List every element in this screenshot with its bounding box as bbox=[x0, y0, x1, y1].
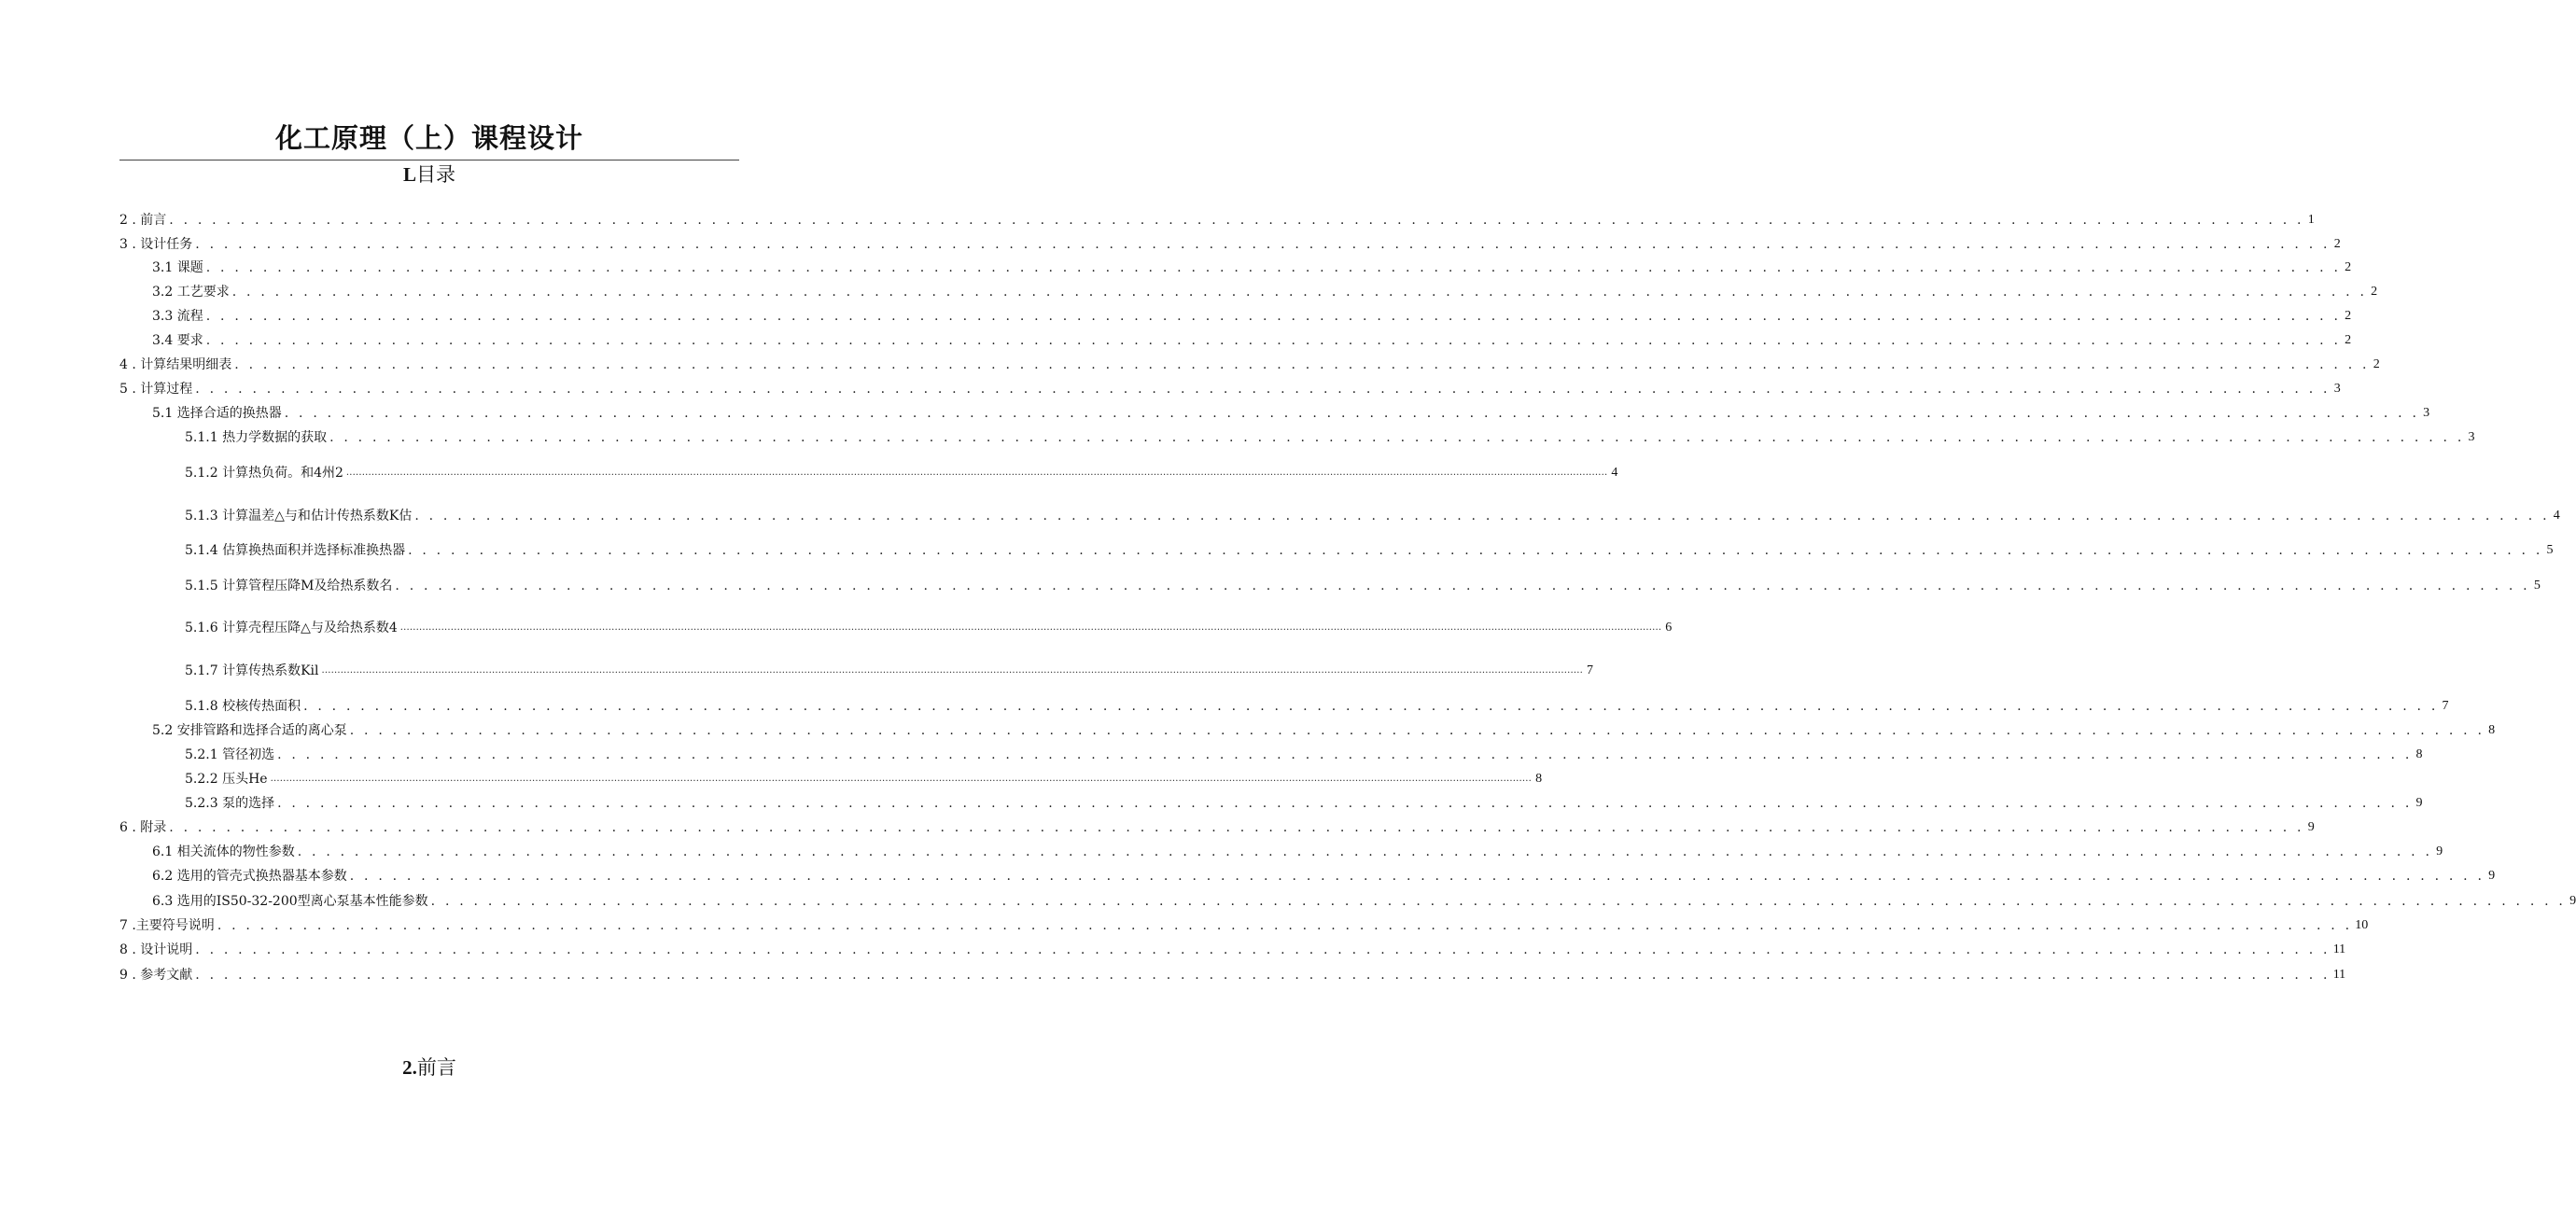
toc-entry[interactable] bbox=[119, 355, 2380, 375]
toc-entry[interactable] bbox=[185, 506, 2560, 526]
toc-entry-label: 6.3 选用的IS50-32-200型离心泵基本性能参数 bbox=[152, 894, 428, 909]
toc-entry[interactable] bbox=[185, 769, 1543, 789]
toc-entry[interactable] bbox=[119, 210, 2315, 230]
toc-dot-leader: . . . . . . . . . . . . . . . . . . . . . . . . . . . . . . . . . . . . . . . . . . . . . . . . . . . . . . . . . . . . . . . . . . . . . . . . . . . . . . . . . . . . . . . . . . . . . . . . . . . . . . . . . . . . . . . . . . . . . . . . . . . . . . . . . . . . . . . . . . . . . . . . . . . . . . bbox=[217, 918, 2353, 933]
toc-entry-label: 5.2.3 泵的选择 bbox=[185, 796, 275, 811]
toc-entry-page: 2 bbox=[2371, 285, 2378, 299]
toc-dot-leader: . . . . . . . . . . . . . . . . . . . . . . . . . . . . . . . . . . . . . . . . . . . . . . . . . . . . . . . . . . . . . . . . . . . . . . . . . . . . . . . . . . . . . . . . . . . . . . . . . . . . . . . . . . . . . . . . . . . . . . . . . . . . . . . . . . . . . . . . . . . . . . . . . . . . . . bbox=[205, 309, 2342, 324]
toc-entry[interactable] bbox=[185, 661, 1593, 681]
toc-entry-page: 11 bbox=[2332, 968, 2346, 982]
toc-entry[interactable] bbox=[185, 576, 2541, 596]
toc-entry-label: 8 . 设计说明 bbox=[119, 942, 193, 957]
toc-entry-label: 5.2 安排管路和选择合适的离心泵 bbox=[152, 723, 347, 738]
toc-entry-page: 6 bbox=[1665, 621, 1673, 635]
toc-entry-label: 5.1.7 计算传热系数Kil bbox=[185, 663, 319, 678]
toc-entry-label: 5.1.5 计算管程压降M及给热系数名 bbox=[185, 579, 393, 593]
toc-entry-label: 9 . 参考文献 bbox=[119, 968, 193, 983]
toc-entry[interactable] bbox=[119, 234, 2341, 255]
toc-entry-label: 5 . 计算过程 bbox=[119, 382, 193, 397]
section-heading bbox=[0, 1053, 859, 1082]
toc-entry-label: 5.1.6 计算壳程压降△与及给热系数4 bbox=[185, 621, 398, 635]
toc-entry-label: 5.1.1 热力学数据的获取 bbox=[185, 430, 328, 445]
toc-dot-leader: . . . . . . . . . . . . . . . . . . . . . . . . . . . . . . . . . . . . . . . . . . . . . . . . . . . . . . . . . . . . . . . . . . . . . . . . . . . . . . . . . . . . . . . . . . . . . . . . . . . . . . . . . . . . . . . . . . . . . . . . . . . . . . . . . . . . . . . . . . . . . . . . . . . . . . bbox=[349, 723, 2485, 738]
toc-entry[interactable] bbox=[152, 306, 2352, 327]
toc-entry-page: 9 bbox=[2488, 869, 2496, 883]
toc-entry-label: 5.1.3 计算温差△与和估计传热系数K估 bbox=[185, 509, 413, 523]
toc-entry-page: 2 bbox=[2345, 309, 2352, 323]
toc-dot-leader: . . . . . . . . . . . . . . . . . . . . . . . . . . . . . . . . . . . . . . . . . . . . . . . . . . . . . . . . . . . . . . . . . . . . . . . . . . . . . . . . . . . . . . . . . . . . . . . . . . . . . . . . . . . . . . . . . . . . . . . . . . . . . . . . . . . . . . . . . . . . . . . . . . . . . . bbox=[234, 357, 2370, 372]
toc-entry[interactable] bbox=[119, 940, 2346, 960]
toc-entry-label: 3.4 要求 bbox=[152, 333, 203, 348]
toc-entry-page: 3 bbox=[2423, 406, 2430, 420]
toc-dot-leader: . . . . . . . . . . . . . . . . . . . . . . . . . . . . . . . . . . . . . . . . . . . . . . . . . . . . . . . . . . . . . . . . . . . . . . . . . . . . . . . . . . . . . . . . . . . . . . . . . . . . . . . . . . . . . . . . . . . . . . . . . . . . . . . . . . . . . . . . . . . . . . . . . . . . . . bbox=[277, 747, 2413, 762]
toc-entry-page: 3 bbox=[2333, 382, 2341, 396]
toc-entry-label: 3.1 课题 bbox=[152, 260, 203, 275]
toc-entry-label: 5.1.4 估算换热面积并选择标准换热器 bbox=[185, 543, 406, 558]
toc-dot-leader: . . . . . . . . . . . . . . . . . . . . . . . . . . . . . . . . . . . . . . . . . . . . . . . . . . . . . . . . . . . . . . . . . . . . . . . . . . . . . . . . . . . . . . . . . . . . . . . . . . . . . . . . . . . . . . . . . . . . . . . . . . . . . . . . . . . . . . . . . . . . . . . . . . . . . . bbox=[430, 894, 2567, 909]
toc-dot-leader: . . . . . . . . . . . . . . . . . . . . . . . . . . . . . . . . . . . . . . . . . . . . . . . . . . . . . . . . . . . . . . . . . . . . . . . . . . . . . . . . . . . . . . . . . . . . . . . . . . . . . . . . . . . . . . . . . . . . . . . . . . . . . . . . . . . . . . . . . . . . . . . . . . . . . . bbox=[395, 579, 2530, 593]
toc-dot-leader: . . . . . . . . . . . . . . . . . . . . . . . . . . . . . . . . . . . . . . . . . . . . . . . . . . . . . . . . . . . . . . . . . . . . . . . . . . . . . . . . . . . . . . . . . . . . . . . . . . . . . . . . . . . . . . . . . . . . . . . . . . . . . . . . . . . . . . . . . . . . . . . . . . . . . . bbox=[329, 430, 2465, 445]
toc-entry-page: 8 bbox=[2415, 747, 2423, 761]
toc-dot-leader: . . . . . . . . . . . . . . . . . . . . . . . . . . . . . . . . . . . . . . . . . . . . . . . . . . . . . . . . . . . . . . . . . . . . . . . . . . . . . . . . . . . . . . . . . . . . . . . . . . . . . . . . . . . . . . . . . . . . . . . . . . . . . . . . . . . . . . . . . . . . . . . . . . . . . . bbox=[195, 382, 2331, 397]
toc-entry[interactable] bbox=[152, 330, 2352, 351]
toc-entry-page: 11 bbox=[2332, 942, 2346, 956]
toc-dot-leader: ................................................................................................................................................................................................................................................................................................................................................................................................................ bbox=[345, 467, 1608, 478]
toc-entry-page: 2 bbox=[2345, 260, 2352, 274]
toc-entry-label: 6.2 选用的管壳式换热器基本参数 bbox=[152, 869, 347, 884]
toc-entry-label: 3 . 设计任务 bbox=[119, 237, 193, 252]
toc-entry-page: 3 bbox=[2468, 430, 2475, 444]
toc-dot-leader: . . . . . . . . . . . . . . . . . . . . . . . . . . . . . . . . . . . . . . . . . . . . . . . . . . . . . . . . . . . . . . . . . . . . . . . . . . . . . . . . . . . . . . . . . . . . . . . . . . . . . . . . . . . . . . . . . . . . . . . . . . . . . . . . . . . . . . . . . . . . . . . . . . . . . . bbox=[303, 699, 2439, 714]
toc-entry-label: 5.1.8 校核传热面积 bbox=[185, 699, 301, 714]
toc-dot-leader: ................................................................................................................................................................................................................................................................................................................................................................................................................ bbox=[321, 665, 1583, 676]
toc-entry-label: 5.2.1 管径初选 bbox=[185, 747, 275, 762]
toc-entry-label: 3.2 工艺要求 bbox=[152, 285, 230, 300]
toc-heading-text: 目录 bbox=[416, 163, 455, 186]
toc-entry-label: 6.1 相关流体的物性参数 bbox=[152, 844, 295, 859]
toc-entry[interactable] bbox=[185, 745, 2423, 765]
toc-entry-page: 9 bbox=[2436, 844, 2443, 858]
toc-entry[interactable] bbox=[119, 379, 2341, 399]
toc-entry[interactable] bbox=[119, 965, 2346, 985]
toc-entry-page: 2 bbox=[2373, 357, 2380, 371]
toc-dot-leader: . . . . . . . . . . . . . . . . . . . . . . . . . . . . . . . . . . . . . . . . . . . . . . . . . . . . . . . . . . . . . . . . . . . . . . . . . . . . . . . . . . . . . . . . . . . . . . . . . . . . . . . . . . . . . . . . . . . . . . . . . . . . . . . . . . . . . . . . . . . . . . . . . . . . . . bbox=[205, 333, 2342, 348]
page-title: 化工原理（上）课程设计 bbox=[274, 122, 583, 154]
toc-entry-label: 3.3 流程 bbox=[152, 309, 203, 324]
toc-entry-page: 1 bbox=[2307, 213, 2315, 227]
toc-entry-page: 9 bbox=[2569, 894, 2576, 908]
toc-entry[interactable] bbox=[185, 427, 2475, 448]
toc-entry[interactable] bbox=[119, 915, 2369, 936]
toc-heading-number: L bbox=[402, 163, 416, 186]
toc-dot-leader: . . . . . . . . . . . . . . . . . . . . . . . . . . . . . . . . . . . . . . . . . . . . . . . . . . . . . . . . . . . . . . . . . . . . . . . . . . . . . . . . . . . . . . . . . . . . . . . . . . . . . . . . . . . . . . . . . . . . . . . . . . . . . . . . . . . . . . . . . . . . . . . . . . . . . . bbox=[231, 285, 2368, 300]
toc-entry-label: 5.1 选择合适的换热器 bbox=[152, 406, 282, 421]
toc-dot-leader: . . . . . . . . . . . . . . . . . . . . . . . . . . . . . . . . . . . . . . . . . . . . . . . . . . . . . . . . . . . . . . . . . . . . . . . . . . . . . . . . . . . . . . . . . . . . . . . . . . . . . . . . . . . . . . . . . . . . . . . . . . . . . . . . . . . . . . . . . . . . . . . . . . . . . . bbox=[349, 869, 2485, 884]
toc-entry-label: 6 . 附录 bbox=[119, 820, 167, 835]
toc-dot-leader: . . . . . . . . . . . . . . . . . . . . . . . . . . . . . . . . . . . . . . . . . . . . . . . . . . . . . . . . . . . . . . . . . . . . . . . . . . . . . . . . . . . . . . . . . . . . . . . . . . . . . . . . . . . . . . . . . . . . . . . . . . . . . . . . . . . . . . . . . . . . . . . . . . . . . . bbox=[277, 796, 2413, 811]
toc-entry-page: 9 bbox=[2307, 820, 2315, 834]
toc-dot-leader: ................................................................................................................................................................................................................................................................................................................................................................................................................ bbox=[270, 774, 1533, 784]
toc-entry[interactable] bbox=[185, 463, 1618, 483]
toc-dot-leader: . . . . . . . . . . . . . . . . . . . . . . . . . . . . . . . . . . . . . . . . . . . . . . . . . . . . . . . . . . . . . . . . . . . . . . . . . . . . . . . . . . . . . . . . . . . . . . . . . . . . . . . . . . . . . . . . . . . . . . . . . . . . . . . . . . . . . . . . . . . . . . . . . . . . . . bbox=[195, 237, 2331, 252]
toc-entry[interactable] bbox=[152, 720, 2496, 741]
toc-entry-page: 8 bbox=[1535, 772, 1543, 786]
toc-entry-label: 4 . 计算结果明细表 bbox=[119, 357, 232, 372]
toc-entry-page: 2 bbox=[2345, 333, 2352, 347]
section-heading-text: 前言 bbox=[416, 1056, 456, 1079]
toc-entry[interactable] bbox=[152, 258, 2352, 278]
toc-entry[interactable] bbox=[185, 618, 1673, 638]
section-heading-number: 2. bbox=[402, 1056, 417, 1079]
toc-entry[interactable] bbox=[185, 540, 2554, 561]
toc-dot-leader: . . . . . . . . . . . . . . . . . . . . . . . . . . . . . . . . . . . . . . . . . . . . . . . . . . . . . . . . . . . . . . . . . . . . . . . . . . . . . . . . . . . . . . . . . . . . . . . . . . . . . . . . . . . . . . . . . . . . . . . . . . . . . . . . . . . . . . . . . . . . . . . . . . . . . . bbox=[284, 406, 2420, 421]
toc-dot-leader: . . . . . . . . . . . . . . . . . . . . . . . . . . . . . . . . . . . . . . . . . . . . . . . . . . . . . . . . . . . . . . . . . . . . . . . . . . . . . . . . . . . . . . . . . . . . . . . . . . . . . . . . . . . . . . . . . . . . . . . . . . . . . . . . . . . . . . . . . . . . . . . . . . . . . . bbox=[195, 968, 2331, 983]
toc-entry-page: 4 bbox=[1611, 466, 1618, 480]
toc-entry[interactable] bbox=[152, 403, 2430, 424]
toc-dot-leader: . . . . . . . . . . . . . . . . . . . . . . . . . . . . . . . . . . . . . . . . . . . . . . . . . . . . . . . . . . . . . . . . . . . . . . . . . . . . . . . . . . . . . . . . . . . . . . . . . . . . . . . . . . . . . . . . . . . . . . . . . . . . . . . . . . . . . . . . . . . . . . . . . . . . . . bbox=[169, 820, 2304, 835]
toc-entry-label: 5.2.2 压头He bbox=[185, 772, 268, 787]
toc-dot-leader: . . . . . . . . . . . . . . . . . . . . . . . . . . . . . . . . . . . . . . . . . . . . . . . . . . . . . . . . . . . . . . . . . . . . . . . . . . . . . . . . . . . . . . . . . . . . . . . . . . . . . . . . . . . . . . . . . . . . . . . . . . . . . . . . . . . . . . . . . . . . . . . . . . . . . . bbox=[169, 213, 2304, 228]
toc-dot-leader: . . . . . . . . . . . . . . . . . . . . . . . . . . . . . . . . . . . . . . . . . . . . . . . . . . . . . . . . . . . . . . . . . . . . . . . . . . . . . . . . . . . . . . . . . . . . . . . . . . . . . . . . . . . . . . . . . . . . . . . . . . . . . . . . . . . . . . . . . . . . . . . . . . . . . . bbox=[205, 260, 2342, 275]
toc-entry-page: 9 bbox=[2415, 796, 2423, 810]
toc-entry[interactable] bbox=[152, 282, 2378, 302]
toc-entry-page: 5 bbox=[2533, 579, 2541, 593]
toc-entry[interactable] bbox=[152, 866, 2496, 886]
toc-entry[interactable] bbox=[185, 793, 2423, 814]
toc-entry[interactable] bbox=[185, 696, 2449, 717]
toc-dot-leader: . . . . . . . . . . . . . . . . . . . . . . . . . . . . . . . . . . . . . . . . . . . . . . . . . . . . . . . . . . . . . . . . . . . . . . . . . . . . . . . . . . . . . . . . . . . . . . . . . . . . . . . . . . . . . . . . . . . . . . . . . . . . . . . . . . . . . . . . . . . . . . . . . . . . . . bbox=[297, 844, 2433, 859]
toc-entry-page: 5 bbox=[2546, 543, 2554, 557]
toc-entry[interactable] bbox=[152, 891, 2576, 912]
toc-entry[interactable] bbox=[119, 817, 2315, 838]
toc-entry-page: 7 bbox=[1586, 663, 1593, 677]
toc-dot-leader: ................................................................................................................................................................................................................................................................................................................................................................................................................ bbox=[399, 622, 1662, 633]
toc-entry-page: 10 bbox=[2355, 918, 2369, 932]
toc-entry-label: 2 . 前言 bbox=[119, 213, 167, 228]
toc-dot-leader: . . . . . . . . . . . . . . . . . . . . . . . . . . . . . . . . . . . . . . . . . . . . . . . . . . . . . . . . . . . . . . . . . . . . . . . . . . . . . . . . . . . . . . . . . . . . . . . . . . . . . . . . . . . . . . . . . . . . . . . . . . . . . . . . . . . . . . . . . . . . . . . . . . . . . . bbox=[414, 509, 2550, 523]
toc-entry-page: 2 bbox=[2333, 237, 2341, 251]
toc-entry-label: 7 .主要符号说明 bbox=[119, 918, 215, 933]
toc-entry-label: 5.1.2 计算热负荷。和4州2 bbox=[185, 466, 343, 481]
toc-heading bbox=[0, 160, 859, 189]
toc-entry-page: 7 bbox=[2442, 699, 2449, 713]
toc-dot-leader: . . . . . . . . . . . . . . . . . . . . . . . . . . . . . . . . . . . . . . . . . . . . . . . . . . . . . . . . . . . . . . . . . . . . . . . . . . . . . . . . . . . . . . . . . . . . . . . . . . . . . . . . . . . . . . . . . . . . . . . . . . . . . . . . . . . . . . . . . . . . . . . . . . . . . . bbox=[195, 942, 2331, 957]
toc-entry-page: 4 bbox=[2553, 509, 2560, 523]
toc-entry-page: 8 bbox=[2488, 723, 2496, 737]
toc-entry[interactable] bbox=[152, 842, 2443, 862]
toc-dot-leader: . . . . . . . . . . . . . . . . . . . . . . . . . . . . . . . . . . . . . . . . . . . . . . . . . . . . . . . . . . . . . . . . . . . . . . . . . . . . . . . . . . . . . . . . . . . . . . . . . . . . . . . . . . . . . . . . . . . . . . . . . . . . . . . . . . . . . . . . . . . . . . . . . . . . . . bbox=[408, 543, 2543, 558]
